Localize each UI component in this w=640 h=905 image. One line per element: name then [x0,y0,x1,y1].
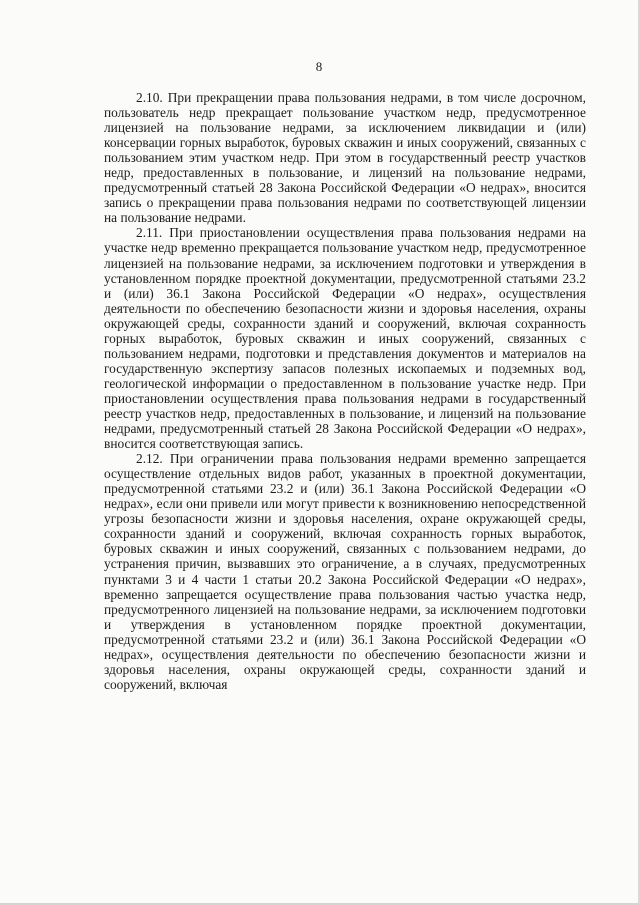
paragraph-2-12: 2.12. При ограничении права пользования недрами временно запрещается осуществление отдельных видов работ, указанных в проектной документации, предусмотренной статьями 23.2 и (или) 36.1 Закона Российской Федерации «О недрах», если они привели или могут привести к возникновению непосредственной угрозы безопасности жизни и здоровья населения, охране окружающей среды, сохранности зданий и сооружений, включая сохранность горных выработок, буровых скважин и иных сооружений, связанных с пользованием недрами, до устранения причин, вызвавших это ограничение, а в случаях, предусмотренных пунктами 3 и 4 части 1 статьи 20.2 Закона Российской Федерации «О недрах», временно запрещается осуществление права пользования частью участка недр, предусмотренного лицензией на пользование недрами, за исключением подготовки и утверждения в установленном порядке проектной документации, предусмотренной статьями 23.2 и (или) 36.1 Закона Российской Федерации «О недрах», осуществления деятельности по обеспечению безопасности жизни и здоровья населения, охраны окружающей среды, сохранности зданий и сооружений, включая [104,451,586,692]
paragraph-2-10: 2.10. При прекращении права пользования недрами, в том числе досрочном, пользователь недр прекращает пользование участком недр, предусмотренное лицензией на пользование недрами, за исключением ликвидации и (или) консервации горных выработок, буровых скважин и иных сооружений, связанных с пользованием этим участком недр. При этом в государственный реестр участков недр, предоставленных в пользование, и лицензий на пользование недрами, предусмотренный статьей 28 Закона Российской Федерации «О недрах», вносится запись о прекращении права пользования недрами по соответствующей лицензии на пользование недрами. [104,90,586,226]
page-number: 8 [315,59,323,74]
paragraph-2-11: 2.11. При приостановлении осуществления права пользования недрами на участке недр временно прекращается пользование участком недр, предусмотренное лицензией на пользование недрами, за исключением подготовки и утверждения в установленном порядке проектной документации, предусмотренной статьями 23.2 и (или) 36.1 Закона Российской Федерации «О недрах», осуществления деятельности по обеспечению безопасности жизни и здоровья населения, охраны окружающей среды, сохранности зданий и сооружений, включая сохранность горных выработок, буровых скважин и иных сооружений, связанных с пользованием недрами, подготовки и представления документов и материалов на государственную экспертизу запасов полезных ископаемых и подземных вод, геологической информации о предоставленном в пользование участке недр. При приостановлении осуществления права пользования недрами в государственный реестр участков недр, предоставленных в пользование, и лицензий на пользование недрами, предусмотренный статьей 28 Закона Российской Федерации «О недрах», вносится соответствующая запись. [104,225,586,452]
document-body [104,90,586,692]
